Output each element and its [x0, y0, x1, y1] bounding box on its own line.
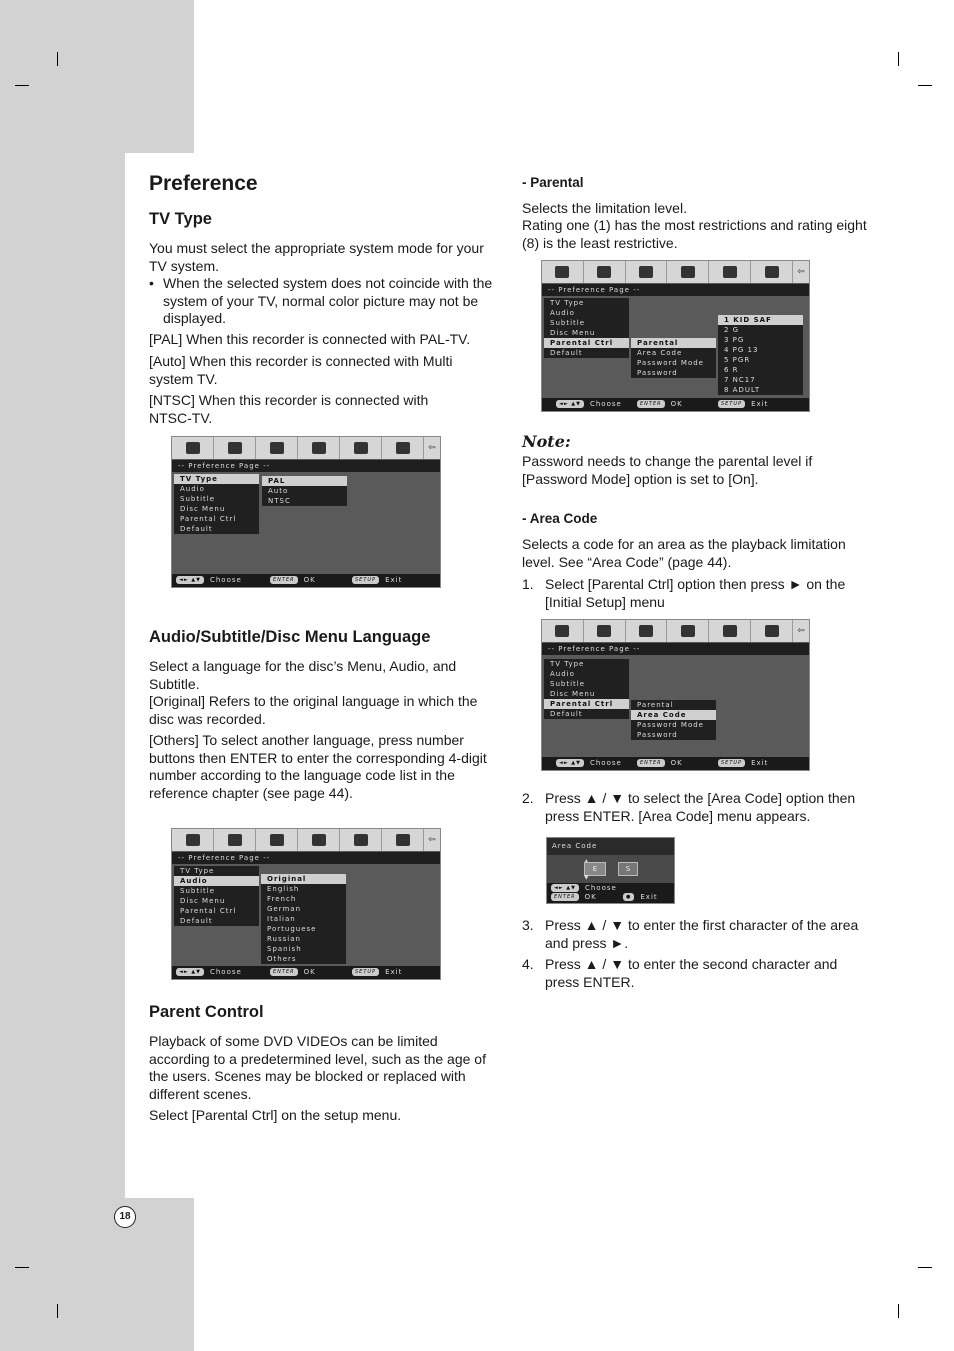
- osd-main-menu: [174, 474, 259, 534]
- osd-icon-bar: [172, 829, 440, 851]
- parental-p1: Selects the limitation level.: [522, 200, 687, 216]
- osd-exit-label: Exit: [640, 893, 658, 901]
- osd-option-item: Parental: [631, 338, 716, 348]
- osd-menu-item: Default: [180, 917, 213, 925]
- osd-menu-item: TV Type: [550, 299, 585, 307]
- tv-icon: [667, 261, 709, 283]
- setup-key-icon: SETUP: [718, 400, 745, 408]
- recorder-icon: [626, 261, 668, 283]
- osd-menu-item: Subtitle: [180, 495, 216, 503]
- osd-menu-item: Audio: [174, 876, 259, 886]
- parent-control-p2: Select [Parental Ctrl] on the setup menu.: [149, 1107, 402, 1123]
- crop-mark: [898, 52, 899, 66]
- crop-mark: [57, 52, 58, 66]
- step-number: 2.: [522, 790, 534, 806]
- speaker-icon: [340, 437, 382, 459]
- osd-menu-item: Subtitle: [180, 887, 216, 895]
- osd-language-screen: [171, 828, 441, 980]
- area-code-char-1: E: [584, 862, 606, 876]
- osd-option-item: Parental: [637, 701, 674, 709]
- enter-key-icon: ENTER: [637, 400, 665, 408]
- osd-option-item: Area Code: [631, 710, 716, 720]
- recorder-icon: [626, 620, 668, 642]
- osd-option-item: Russian: [267, 935, 301, 943]
- enter-key-icon: ENTER: [551, 893, 579, 901]
- crop-mark: [898, 1304, 899, 1318]
- auto-text: [Auto] When this recorder is connected with Multi system TV.: [149, 353, 453, 387]
- osd-option-item: Area Code: [637, 349, 683, 357]
- osd-option-item: Password: [637, 731, 678, 739]
- osd-footer: [542, 757, 809, 770]
- parental-heading: - Parental: [522, 175, 584, 190]
- tv-icon: [667, 620, 709, 642]
- osd-ok-label: OK: [670, 759, 683, 767]
- crop-mark: [57, 1304, 58, 1318]
- osd-option-item: NTSC: [268, 497, 291, 505]
- osd-option-item: PAL: [262, 476, 347, 486]
- osd-ok-label: OK: [303, 968, 316, 976]
- osd-choose-label: Choose: [209, 576, 242, 584]
- tv-icon: [298, 437, 340, 459]
- down-arrow-icon: ▼: [584, 874, 589, 881]
- osd-rating-options: [718, 315, 803, 395]
- tv-type-intro: You must select the appropriate system mode for your TV system.: [149, 240, 484, 274]
- osd-choose-label: Choose: [584, 884, 617, 892]
- osd-option-item: Others: [267, 955, 297, 963]
- satellite-icon: [172, 829, 214, 851]
- osd-language-options: [261, 874, 346, 964]
- step-text: Select [Parental Ctrl] option then press ► on the [Initial Setup] menu: [545, 576, 846, 610]
- osd-menu-item: Subtitle: [550, 319, 586, 327]
- osd-page-title: -- Preference Page --: [542, 284, 809, 296]
- recorder-icon: [256, 437, 298, 459]
- step-text: Press ▲ / ▼ to enter the first character of the area and press ►.: [545, 917, 859, 951]
- area-code-p1: Selects a code for an area as the playback limitation level. See “Area Code” (page 44).: [522, 536, 846, 570]
- nav-key-icon: ◄► ▲▼: [556, 400, 584, 408]
- satellite-icon: [172, 437, 214, 459]
- pal-text: [PAL] When this recorder is connected with PAL-TV.: [149, 331, 471, 347]
- osd-icon-bar: [172, 437, 440, 459]
- osd-menu-item: Default: [550, 710, 583, 718]
- area-dialog-title: Area Code: [547, 838, 674, 855]
- audio-p2: [Original] Refers to the original language in which the disc was recorded.: [149, 693, 478, 727]
- osd-choose-label: Choose: [589, 759, 622, 767]
- osd-main-menu: [174, 866, 259, 926]
- osd-tv-options: [262, 476, 347, 506]
- osd-icon-bar: [542, 620, 809, 642]
- step-number: 4.: [522, 956, 534, 972]
- speaker-icon: [340, 829, 382, 851]
- crop-mark: [918, 85, 932, 86]
- settings-icon: [382, 437, 424, 459]
- left-margin-band: [0, 0, 125, 1351]
- film-icon: [214, 437, 256, 459]
- satellite-icon: [542, 261, 584, 283]
- bottom-margin-band: [125, 1198, 194, 1351]
- osd-parental-screen: [541, 260, 810, 412]
- nav-key-icon: ◄► ▲▼: [176, 968, 204, 976]
- back-icon: ⇦: [797, 626, 805, 636]
- osd-main-menu: [544, 298, 629, 358]
- osd-menu-item: Parental Ctrl: [180, 907, 237, 915]
- osd-choose-label: Choose: [589, 400, 622, 408]
- settings-icon: [751, 620, 793, 642]
- osd-menu-item: Disc Menu: [550, 690, 596, 698]
- osd-menu-item: Disc Menu: [550, 329, 596, 337]
- tv-type-heading: TV Type: [149, 210, 212, 228]
- speaker-icon: [709, 620, 751, 642]
- osd-menu-item: Parental Ctrl: [544, 338, 629, 348]
- audio-heading: Audio/Subtitle/Disc Menu Language: [149, 628, 431, 646]
- area-code-char-2: S: [618, 862, 638, 876]
- osd-menu-item: Disc Menu: [180, 897, 226, 905]
- bullet-icon: •: [149, 275, 154, 291]
- crop-mark: [918, 1267, 932, 1268]
- osd-option-item: Portuguese: [267, 925, 317, 933]
- osd-option-item: German: [267, 905, 302, 913]
- osd-rating-item: 5 PGR: [724, 356, 751, 364]
- osd-ok-label: OK: [584, 893, 597, 901]
- osd-footer: [172, 574, 440, 587]
- step-text: Press ▲ / ▼ to enter the second character and press ENTER.: [545, 956, 838, 990]
- recorder-icon: [256, 829, 298, 851]
- enter-key-icon: ENTER: [270, 968, 298, 976]
- area-dialog-footer: [547, 883, 674, 903]
- parent-control-heading: Parent Control: [149, 1003, 264, 1021]
- osd-option-item: Spanish: [267, 945, 302, 953]
- osd-main-menu: [544, 659, 629, 719]
- osd-rating-item: 2 G: [724, 326, 740, 334]
- back-icon: ⇦: [797, 267, 805, 277]
- satellite-icon: [542, 620, 584, 642]
- osd-page-title: -- Preference Page --: [542, 643, 809, 655]
- osd-menu-item: TV Type: [180, 867, 215, 875]
- osd-menu-item: TV Type: [174, 474, 259, 484]
- osd-menu-item: Parental Ctrl: [544, 699, 629, 709]
- speaker-icon: [709, 261, 751, 283]
- osd-footer: [542, 398, 809, 411]
- osd-rating-item: 8 ADULT: [724, 386, 761, 394]
- osd-menu-item: Default: [180, 525, 213, 533]
- osd-option-item: Password: [637, 369, 678, 377]
- nav-key-icon: ◄► ▲▼: [556, 759, 584, 767]
- osd-rating-item: 6 R: [724, 366, 739, 374]
- osd-menu-item: Subtitle: [550, 680, 586, 688]
- osd-exit-label: Exit: [751, 759, 769, 767]
- tv-type-bullet: When the selected system does not coincide with the system of your TV, normal color picture may not be displayed.: [163, 275, 493, 326]
- osd-rating-item: 3 PG: [724, 336, 745, 344]
- osd-area-code-screen: [541, 619, 810, 771]
- osd-menu-item: Audio: [550, 309, 575, 317]
- parental-p2: Rating one (1) has the most restrictions and rating eight (8) is the least restrictive.: [522, 217, 867, 251]
- step-number: 1.: [522, 576, 534, 592]
- osd-option-item: Italian: [267, 915, 296, 923]
- note-text: Password needs to change the parental level if [Password Mode] option is set to [On].: [522, 453, 813, 487]
- audio-p3: [Others] To select another language, press number buttons then ENTER to enter the corresponding 4-digit number according to the language code list in the reference chapter (see page 44).: [149, 732, 487, 801]
- setup-key-icon: SETUP: [718, 759, 745, 767]
- osd-menu-item: Default: [550, 349, 583, 357]
- film-icon: [584, 620, 626, 642]
- osd-parental-options: [631, 700, 716, 740]
- step-number: 3.: [522, 917, 534, 933]
- osd-exit-label: Exit: [385, 576, 403, 584]
- osd-menu-item: Parental Ctrl: [180, 515, 237, 523]
- area-code-heading: - Area Code: [522, 511, 598, 526]
- osd-parental-options: [631, 338, 716, 378]
- settings-icon: [751, 261, 793, 283]
- enter-key-icon: ENTER: [270, 576, 298, 584]
- page-number: 18: [114, 1206, 136, 1228]
- crop-mark: [15, 1267, 29, 1268]
- nav-key-icon: ◄► ▲▼: [551, 884, 579, 892]
- osd-menu-item: Disc Menu: [180, 505, 226, 513]
- film-icon: [584, 261, 626, 283]
- osd-option-item: English: [267, 885, 300, 893]
- tv-icon: [298, 829, 340, 851]
- step-text: Press ▲ / ▼ to select the [Area Code] option then press ENTER. [Area Code] menu appears.: [545, 790, 856, 824]
- osd-page-title: -- Preference Page --: [172, 460, 440, 472]
- osd-rating-item: 7 NC17: [724, 376, 756, 384]
- settings-icon: [382, 829, 424, 851]
- note-label: Note:: [522, 432, 571, 451]
- enter-key-icon: ENTER: [637, 759, 665, 767]
- film-icon: [214, 829, 256, 851]
- osd-choose-label: Choose: [209, 968, 242, 976]
- osd-menu-item: TV Type: [550, 660, 585, 668]
- ntsc-text: [NTSC] When this recorder is connected with NTSC-TV.: [149, 392, 429, 426]
- osd-icon-bar: [542, 261, 809, 283]
- osd-rating-item: 4 PG 13: [724, 346, 759, 354]
- osd-option-item: French: [267, 895, 297, 903]
- setup-key-icon: SETUP: [352, 576, 379, 584]
- page-title: Preference: [149, 172, 258, 195]
- parent-control-p1: Playback of some DVD VIDEOs can be limited according to a predetermined level, such as the age of the users. Scenes may be blocked or replaced with different scenes.: [149, 1033, 486, 1102]
- osd-exit-label: Exit: [385, 968, 403, 976]
- osd-option-item: Original: [261, 874, 346, 884]
- osd-option-item: Password Mode: [637, 721, 704, 729]
- osd-option-item: Password Mode: [637, 359, 704, 367]
- audio-p1: Select a language for the disc’s Menu, Audio, and Subtitle.: [149, 658, 457, 692]
- osd-tv-type-screen: [171, 436, 441, 588]
- osd-exit-label: Exit: [751, 400, 769, 408]
- osd-menu-item: Audio: [180, 485, 205, 493]
- osd-menu-item: Audio: [550, 670, 575, 678]
- osd-page-title: -- Preference Page --: [172, 852, 440, 864]
- setup-key-icon: SETUP: [352, 968, 379, 976]
- back-icon: ⇦: [428, 443, 436, 453]
- top-margin-band: [125, 0, 194, 153]
- crop-mark: [15, 85, 29, 86]
- back-icon: ⇦: [428, 835, 436, 845]
- osd-option-item: Auto: [268, 487, 289, 495]
- osd-ok-label: OK: [303, 576, 316, 584]
- stop-key-icon: ●: [623, 893, 634, 901]
- osd-area-code-dialog: [546, 837, 675, 904]
- osd-footer: [172, 966, 440, 979]
- nav-key-icon: ◄► ▲▼: [176, 576, 204, 584]
- osd-ok-label: OK: [670, 400, 683, 408]
- osd-rating-item: 1 KID SAF: [718, 315, 803, 325]
